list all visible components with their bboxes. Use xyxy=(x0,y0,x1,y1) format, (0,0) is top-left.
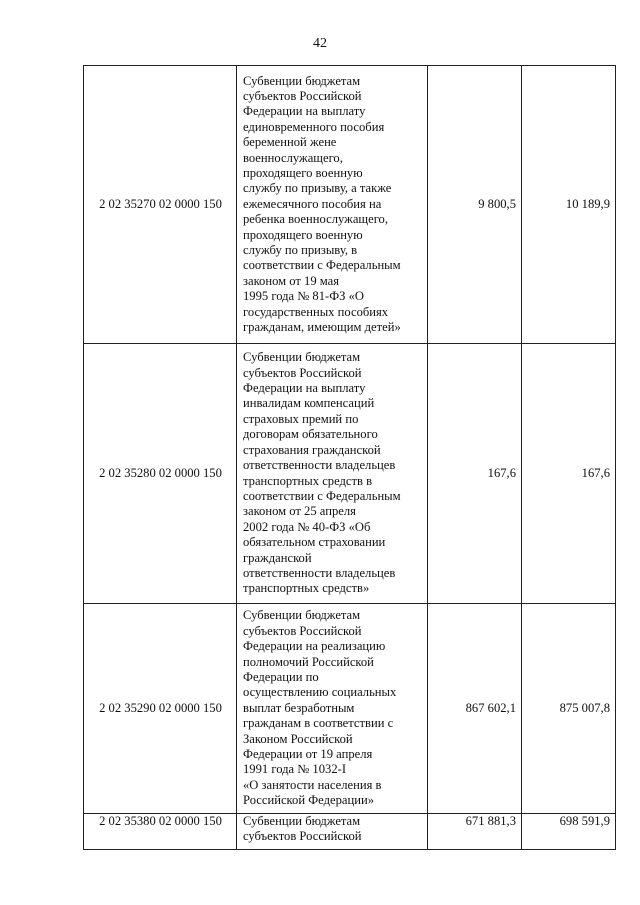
amount-year-2: 698 591,9 xyxy=(522,814,616,850)
page-number: 42 xyxy=(313,36,327,51)
income-description-text: Субвенции бюджетам субъектов Российской xyxy=(243,814,362,844)
income-description xyxy=(237,66,428,344)
table-row xyxy=(84,344,616,604)
amount-year-1: 867 602,1 xyxy=(428,604,522,814)
income-description xyxy=(237,344,428,604)
income-description-text: Субвенции бюджетам субъектов Российской Федерации на выплату единовременного пособия беременной жене военнослужащего, проходящего военную службу по призыву, а также ежемесячного пособия на ребенка военнослужащего, проходящего военную службу по призыву, в соответствии с Федеральным законом от 19 мая 1995 года № 81-ФЗ «О государственных пособиях гражданам, имеющим детей» xyxy=(243,73,401,335)
income-description-text: Субвенции бюджетам субъектов Российской Федерации на реализацию полномочий Российской Федерации по осуществлению социальных выплат безработным гражданам в соответствии с Законом Российской Федерации от 19 апреля 1991 года № 1032-I «О занятости населения в Российской Федерации» xyxy=(243,608,397,808)
amount-year-1: 167,6 xyxy=(428,344,522,604)
amount-year-2: 875 007,8 xyxy=(522,604,616,814)
budget-code: 2 02 35280 02 0000 150 xyxy=(84,344,237,604)
budget-code: 2 02 35380 02 0000 150 xyxy=(84,814,237,850)
amount-year-1: 9 800,5 xyxy=(428,66,522,344)
income-description xyxy=(237,604,428,814)
income-description xyxy=(237,814,428,850)
budget-code: 2 02 35270 02 0000 150 xyxy=(84,66,237,344)
income-description-text: Субвенции бюджетам субъектов Российской Федерации на выплату инвалидам компенсаций страховых премий по договорам обязательного страхования гражданской ответственности владельцев транспортных средств в соответствии с Федеральным законом от 25 апреля 2002 года № 40-ФЗ «Об обязательном страховании гражданской ответственности владельцев транспортных средств» xyxy=(243,350,401,596)
amount-year-2: 10 189,9 xyxy=(522,66,616,344)
table-row xyxy=(84,66,616,344)
budget-code: 2 02 35290 02 0000 150 xyxy=(84,604,237,814)
amount-year-1: 671 881,3 xyxy=(428,814,522,850)
table-row xyxy=(84,814,616,850)
amount-year-2: 167,6 xyxy=(522,344,616,604)
table-row xyxy=(84,604,616,814)
budget-table xyxy=(83,65,616,850)
